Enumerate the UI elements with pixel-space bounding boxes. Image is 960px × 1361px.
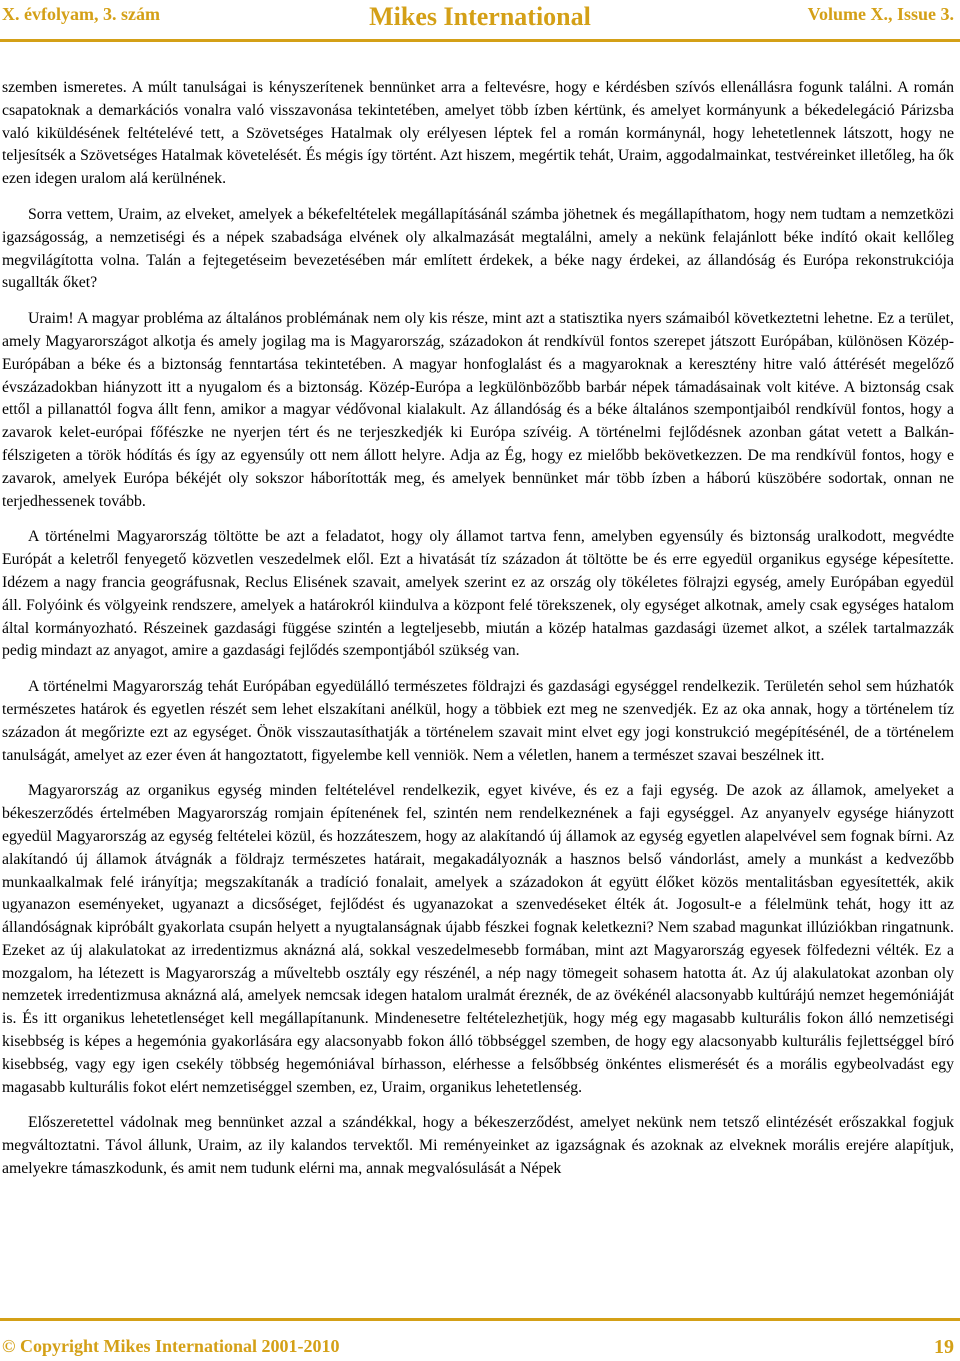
paragraph: Előszeretettel vádolnak meg bennünket azzal a szándékkal, hogy a békeszerződést, amelyet nekünk nem tetsző elintézését erőszakkal fogjuk megváltoztatni. Távol állunk, Uraim, az ily kalandos tervektől. Mi reményeinket az igazságnak és azoknak az elveknek morális erejére alapítjuk, amelyekre támaszkodunk, és amit nem tudunk elérni ma, annak megvalósulását a Népek	[2, 1114, 954, 1178]
header-divider	[0, 39, 960, 42]
header-issue-english: Volume X., Issue 3.	[807, 4, 954, 24]
paragraph: Sorra vettem, Uraim, az elveket, amelyek a békefeltételek megállapításánál számba jöhetnek és megállapíthatom, hogy nem tudtam a nemzetközi igazságosság, a nemzetiségi és a népek szabadsága elvének oly alkalmazását megtalálni, amely a nekünk felajánlott béke indító okait kellőleg megvilágította volna. Talán a fejtegetéseim bevezetésében már említett érdekek, a béke nagy érdekei, az állandóság és Európa rekonstrukciója sugallták őket?	[2, 205, 954, 292]
paragraph: Magyarország az organikus egység minden feltételével rendelkezik, egyet kivéve, és ez a faji egység. De azok az államok, amelyeket a békeszerződés értelmében Magyarország romjain építenének fel, szintén nem rendelkeznének a faji egységgel. Az anyanyelv egysége hiányzott egyedül Magyarország az egység feltételei közül, és hozzáteszem, hogy az alakítandó új államok az egység egyetlen alapelvével sem fognak bírni. Az alakítandó új államok átvágnák a földrajz természetes határait, megakadályoznák a hasznos belső vándorlást, amely a munkást a kedvezőbb munkaalkalmak felé irányítja; megszakítanák a tradíció fonalait, amelyek a századokon át együtt élőket közös mentalitásban egyesítették, akik ugyanazon eseményeket, ugyanazt a dicsőséget, fejlődést és ugyanazokat a szenvedéseket élték át. Jogosult-e a félelmünk tehát, hogy itt az állandóságnak kipróbált gyakorlata csupán helyett a nyugtalanságnak újabb fészkei fognak keletkezni? Nem szabad magunkat illúziókban ringatnunk. Ezeket az új alakulatokat az irredentizmus aknázná alá, sokkal veszedelmesebb formában, mint azt Magyarország egyesek fölfedezni vélték. Ez a mozgalom, ha létezett is Magyarország a műveltebb osztály egy részénél, a nép nagy tömegeit sohasem hatotta át. Az új alakulatokat azonban oly nemzetek irredentizmusa aknázná alá, amelyek nemcsak idegen hatalom uralmát éreznék, de az övékénél alacsonyabb kultúrájú nemzet hegemóniáját is. És itt organikus lehetetlenséget kell megállapítanunk. Mindenesetre feltételezhetjük, hogy még egy magasabb kulturális fokon álló nemzetiségi kisebbség is képes a hegemónia gyakorlására egy alacsonyabb fokon álló többséggel szemben, de hogy egy alacsonyabb kulturális fejlettséggel bíró kisebbség, vagy egy igen csekély többség hegemóniával bírhasson, elérhesse a felsőbbség önkéntes elismerését és a morális egybeolvadást egy magasabb kulturális fokot elért nemzetiséggel szemben, ez, Uraim, organikus lehetetlenség.	[2, 782, 954, 1096]
footer-copyright: © Copyright Mikes International 2001-2010	[2, 1336, 340, 1356]
page-number: 19	[934, 1336, 954, 1358]
page-header	[0, 0, 960, 40]
footer-divider	[0, 1318, 960, 1321]
header-publication-title: Mikes International	[369, 2, 591, 31]
header-issue-hungarian: X. évfolyam, 3. szám	[2, 4, 160, 24]
page-footer	[0, 1318, 960, 1361]
article-body	[2, 77, 954, 1194]
paragraph: A történelmi Magyarország tehát Európában egyedülálló természetes földrajzi és gazdasági egységgel rendelkezik. Területén sehol sem húzhatók természetes határok és egyetlen részét sem lehet elszakítani anélkül, hogy a többiek ezt meg ne szenvedjék. Ez az oka annak, hogy a történelem tíz századon át megőrizte ezt az egységet. Önök visszautasíthatják a történelem szavait mint elvet egy jogi konstrukció megépítésénél, de a történelem tanulságát, amelyet az ezer éven át hangoztatott, figyelembe kell venniök. Nem a véletlen, hanem a természet szavai beszélnek itt.	[2, 678, 954, 764]
paragraph: Uraim! A magyar probléma az általános problémának nem oly kis része, mint azt a statisztika nyers számaiból következtetni lehetne. Ez a terület, amely Magyarországot alkotja és amely jogilag ma is Magyarország, századokon át rendkívül fontos szerepet játszott Európában, különösen Közép-Európában a béke és a biztonság fenntartása tekintetében. A magyar honfoglalást és a magyaroknak a keresztény hitre való áttérését megelőző évszázadokban hiányzott itt a nyugalom és a biztonság. Közép-Európa a legkülönbözőbb barbár népek támadásainak volt kitéve. A biztonság csak ettől a pillanattól fogva állt fenn, amikor a magyar védővonal kialakult. Az állandóság és a béke általános szempontjaiból rendkívül fontos, hogy a zavarok kelet-európai főfészke ne nyerjen tért és ne terjeszkedjék ki Európa szívéig. A történelmi fejlődésnek azonban gátat vetett a Balkán-félszigeten a török hódítás és így az egyensúly ott nem állott helyre. Adja az Ég, hogy ez mielőbb bekövetkezzen. De ma rendkívül fontos, hogy e zavarok, amelyek Európa békéjét oly sokszor háborították meg, és amelyek bennünket már több ízben a háború küszöbére sodortak, onnan ne terjedhessenek tovább.	[2, 310, 954, 510]
paragraph: szemben ismeretes. A múlt tanulságai is kényszerítenek bennünket arra a feltevésre, hogy e kérdésben szívós ellenállásra fogunk találni. A román csapatoknak a demarkációs vonalra való visszavonása tekintetében, amelyet több ízben kértünk, és amelyet kormányunk a békedelegáció Párizsba való kiküldésének feltételévé tett, a Szövetséges Hatalmak oly erélyesen léptek fel a román kormánynál, hogy lehetetlennek látszott, hogy ne teljesítsék a Szövetséges Hatalmak követelését. És mégis így történt. Azt hiszem, megértik tehát, Uraim, aggodalmainkat, testvéreinket illetőleg, ha ők ezen idegen uralom alá kerülnének.	[2, 79, 954, 188]
paragraph: A történelmi Magyarország töltötte be azt a feladatot, hogy oly államot tartva fenn, amelyben egyensúly és biztonság uralkodott, megvédte Európát a keletről fenyegető közvetlen veszedelmek elől. Ezt a hivatását tíz századon át töltötte be és erre egyedül organikus egysége képesítette. Idézem a nagy francia geográfusnak, Reclus Elisének szavait, amelyek szerint ez az ország oly tökéletes fölrajzi egység, amely Európában egyedül áll. Folyóink és völgyeink rendszere, amelyek a határokról kiindulva a központ felé törekszenek, oly egységet alkotnak, amely csak egységes hatalom által kormányozható. Részeinek gazdasági függése szintén a legteljesebb, miután a közép hatalmas gazdasági üzemet alkot, a szélek tartalmazzák pedig mindazt az anyagot, amire a gazdasági fejlődés szempontjából szükség van.	[2, 528, 954, 660]
